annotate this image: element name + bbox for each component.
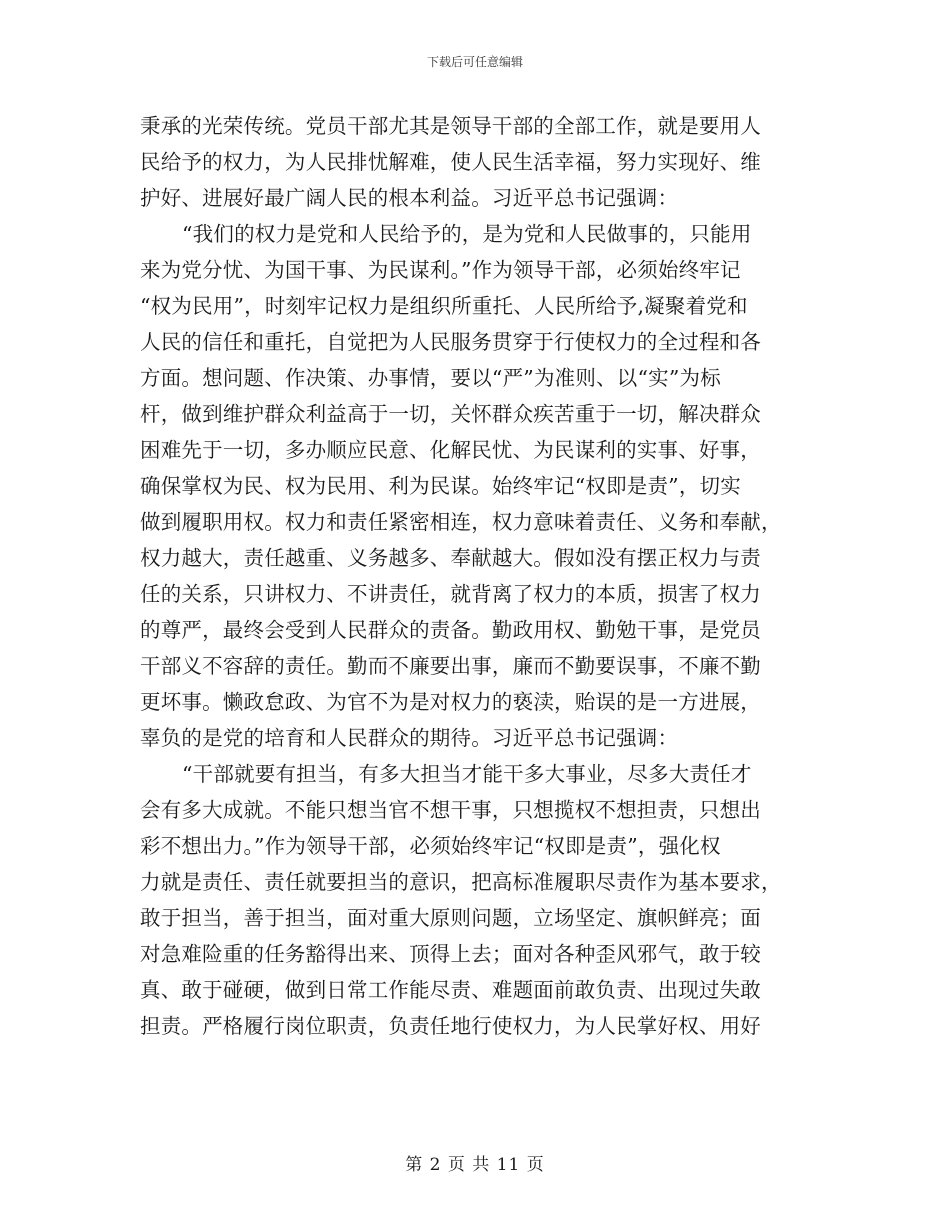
text-line: 辜负的是党的培育和人民群众的期待。习近平总书记强调：	[140, 726, 679, 750]
text-line: 困难先于一切，多办顺应民意、化解民忧、为民谋利的实事、好事，	[140, 438, 761, 462]
text-line: 做到履职用权。权力和责任紧密相连，权力意味着责任、义务和奉献，	[140, 510, 782, 534]
text-line: 力就是责任、责任就要担当的意识，把高标准履职尽责作为基本要求，	[140, 870, 782, 894]
text-line: “权为民用”，时刻牢记权力是组织所重托、人民所给予,凝聚着党和	[140, 294, 748, 318]
text-line: 担责。严格履行岗位职责，负责任地行使权力，为人民掌好权、用好	[140, 1014, 761, 1038]
text-line: 任的关系，只讲权力、不讲责任，就背离了权力的本质，损害了权力	[140, 582, 761, 606]
text-line: 人民的信任和重托，自觉把为人民服务贯穿于行使权力的全过程和各	[140, 330, 761, 354]
page-header: 下载后可任意编辑	[426, 55, 523, 69]
text-line: 方面。想问题、作决策、办事情，要以“严”为准则、以“实”为标	[140, 366, 721, 390]
text-line: 更坏事。懒政怠政、为官不为是对权力的亵渎，贻误的是一方进展，	[140, 690, 761, 714]
text-line: 民给予的权力，为人民排忧解难，使人民生活幸福，努力实现好、维	[140, 150, 761, 174]
text-line: 会有多大成就。不能只想当官不想干事，只想揽权不想担责，只想出	[140, 798, 761, 822]
quote-line: “我们的权力是党和人民给予的，是为党和人民做事的，只能用	[182, 222, 752, 246]
text-line: 彩不想出力。”作为领导干部，必须始终牢记“权即是责”，强化权	[140, 834, 721, 858]
text-line: 真、敢于碰硬，做到日常工作能尽责、难题面前敢负责、出现过失敢	[140, 978, 761, 1002]
quote-line: “干部就要有担当，有多大担当才能干多大事业，尽多大责任才	[182, 762, 752, 786]
page-number-footer: 第 2 页 共 11 页	[405, 1155, 545, 1175]
text-line: 来为党分忧、为国干事、为民谋利。”作为领导干部，必须始终牢记	[140, 258, 741, 282]
text-line: 权力越大，责任越重、义务越多、奉献越大。假如没有摆正权力与责	[140, 546, 761, 570]
text-line: 秉承的光荣传统。党员干部尤其是领导干部的全部工作，就是要用人	[140, 114, 761, 138]
text-line: 干部义不容辞的责任。勤而不廉要出事，廉而不勤要误事，不廉不勤	[140, 654, 761, 678]
body-text	[140, 108, 812, 1044]
text-line: 的尊严，最终会受到人民群众的责备。勤政用权、勤勉干事，是党员	[140, 618, 761, 642]
text-line: 杆，做到维护群众利益高于一切，关怀群众疾苦重于一切，解决群众	[140, 402, 761, 426]
text-line: 护好、进展好最广阔人民的根本利益。习近平总书记强调：	[140, 186, 679, 210]
text-line: 对急难险重的任务豁得出来、顶得上去；面对各种歪风邪气，敢于较	[140, 942, 761, 966]
text-line: 确保掌权为民、权为民用、利为民谋。始终牢记“权即是责”，切实	[140, 474, 741, 498]
text-line: 敢于担当，善于担当，面对重大原则问题，立场坚定、旗帜鲜亮；面	[140, 906, 761, 930]
